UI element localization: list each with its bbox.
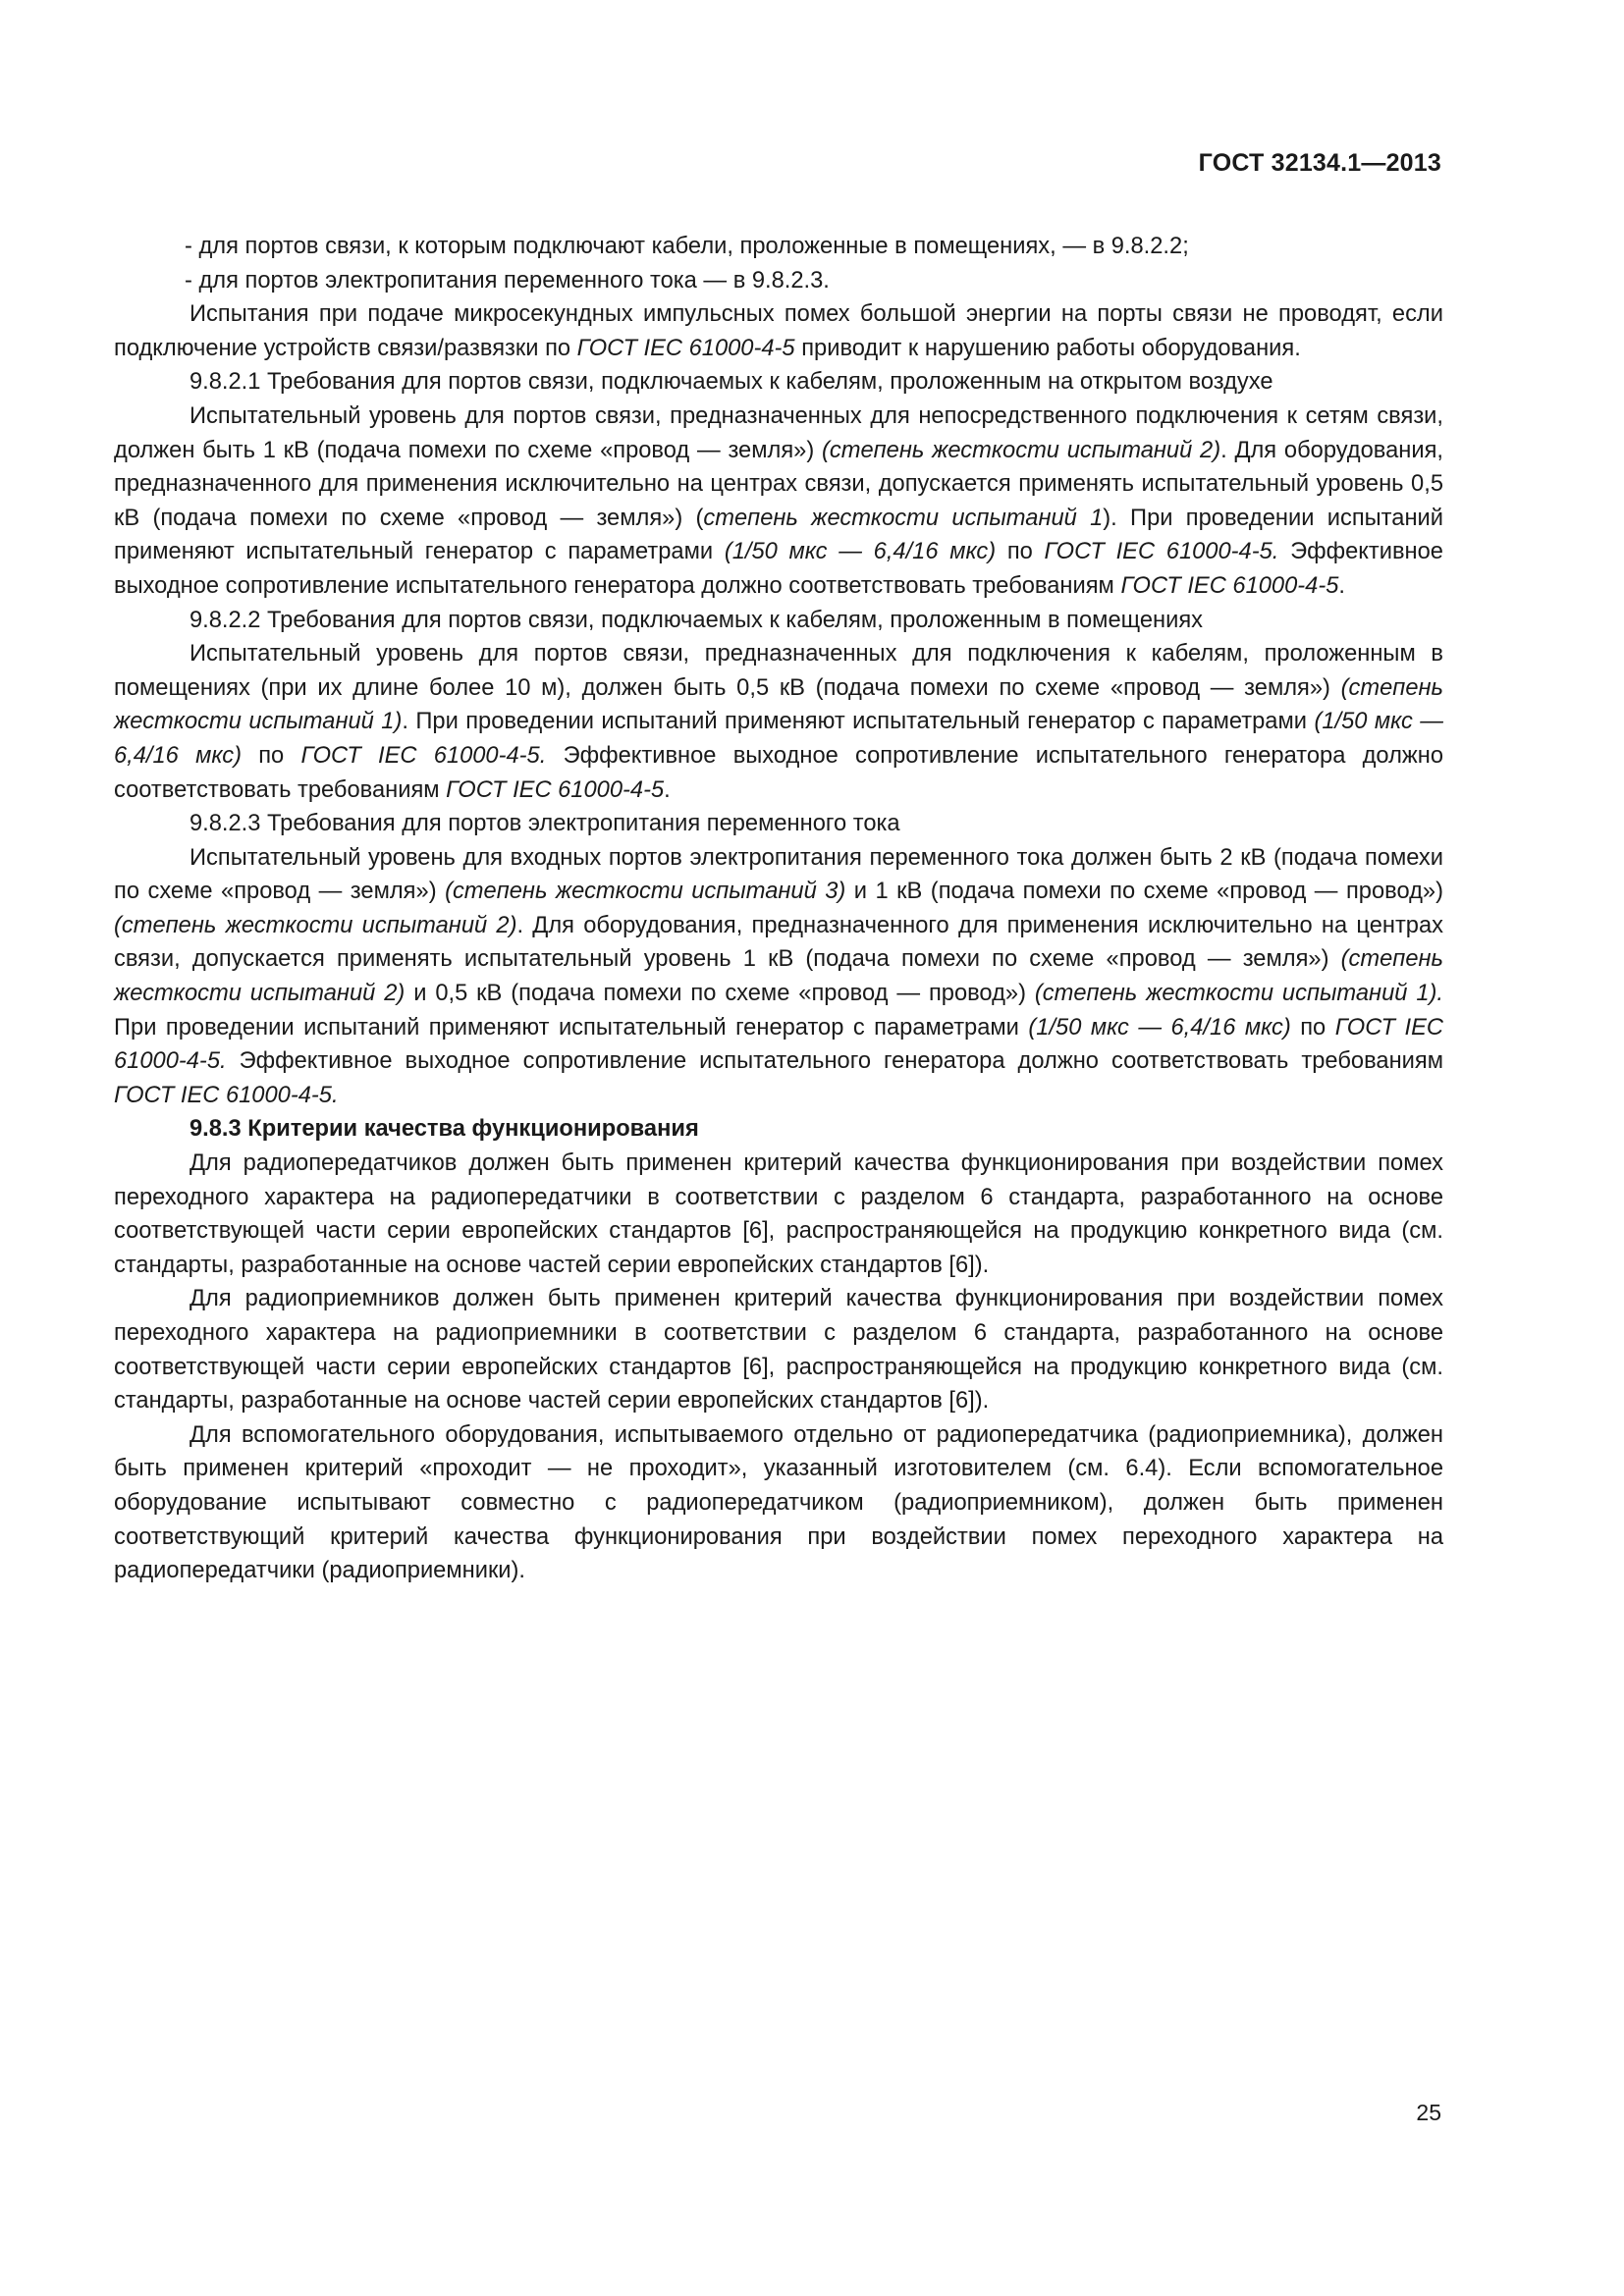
reference-text: (степень жесткости испытаний 1) [114, 674, 1443, 735]
reference-text: ГОСТ IEC 61000-4-5. [1044, 539, 1279, 565]
reference-text: ГОСТ IEC 61000-4-5. [114, 1082, 339, 1108]
reference-text: (степень жесткости испытаний 2) [821, 437, 1221, 463]
paragraph [114, 637, 1443, 807]
text-run: При проведении испытаний применяют испытательный генератор с параметрами [114, 1014, 1029, 1041]
heading-text: 9.8.3 Критерии качества функционирования [189, 1116, 699, 1143]
text-run: Испытательный уровень для портов связи, предназначенных для подключения к кабелям, проложенным в помещениях (при их длине более 10 м), должен быть 0,5 кВ (подача помехи по схеме «провод — земля») [114, 641, 1443, 701]
text-run: и 1 кВ (подача помехи по схеме «провод — провод») [845, 879, 1443, 905]
text-run: Для радиопередатчиков должен быть применен критерий качества функционирования при воздействии помех переходного характера на радиопередатчики в соответствии с разделом 6 стандарта, разработанного на основе соответствующей части серии европейских стандартов [6], распространяющейся на продукцию конкретного вида (см. стандарты, разработанные на основе частей серии европейских стандартов [6]). [114, 1150, 1443, 1278]
reference-text: ГОСТ IEC 61000-4-5. [114, 1014, 1443, 1075]
reference-text: степень жесткости испытаний 1 [703, 505, 1104, 531]
text-run: Эффективное выходное сопротивление испытательного генератора должно соответствовать требованиям [226, 1048, 1443, 1075]
standard-code-header: ГОСТ 32134.1—2013 [1198, 149, 1441, 177]
paragraph [114, 1418, 1443, 1588]
text-run: по [241, 742, 301, 769]
list-item [114, 264, 1443, 298]
text-run: . Для оборудования, предназначенного для применения исключительно на центрах связи, допускается применять испытательный уровень 1 кВ (подача помехи по схеме «провод — земля») [114, 912, 1443, 973]
text-run: . При проведении испытаний применяют испытательный генератор с параметрами [402, 709, 1315, 735]
paragraph [114, 841, 1443, 1113]
text-run: Испытания при подаче микросекундных импульсных помех большой энергии на порты связи не проводят, если подключение устройств связи/развязки по [114, 301, 1443, 361]
reference-text: ГОСТ IEC 61000-4-5 [446, 776, 665, 803]
text-run: Для радиоприемников должен быть применен критерий качества функционирования при воздействии помех переходного характера на радиоприемники в соответствии с разделом 6 стандарта, разработанного на основе соответствующей части серии европейских стандартов [6], распространяющейся на продукцию конкретного вида (см. стандарты, разработанные на основе частей серии европейских стандартов [6]). [114, 1286, 1443, 1415]
reference-text: (степень жесткости испытаний 3) [445, 879, 846, 905]
page-number: 25 [1416, 2100, 1441, 2125]
text-run: и 0,5 кВ (подача помехи по схеме «провод — провод») [405, 981, 1035, 1007]
text-run: - для портов связи, к которым подключают кабели, проложенные в помещениях, — в 9.8.2.2; [185, 234, 1189, 259]
paragraph [114, 1282, 1443, 1417]
text-run: ). При проведении испытаний применяют испытательный генератор с параметрами [114, 505, 1443, 565]
text-run: Эффективное выходное сопротивление испытательного генератора должно соответствовать требованиям [114, 539, 1443, 599]
paragraph [114, 807, 1443, 841]
text-run: - для портов электропитания переменного тока — в 9.8.2.3. [185, 267, 830, 294]
text-run: 9.8.2.2 Требования для портов связи, подключаемых к кабелям, проложенным в помещениях [189, 607, 1203, 633]
document-body [114, 230, 1443, 1588]
text-run: . [664, 776, 671, 803]
paragraph [114, 1147, 1443, 1282]
paragraph [114, 604, 1443, 638]
text-run: по [996, 539, 1045, 565]
paragraph [114, 297, 1443, 365]
reference-text: (1/50 мкс — 6,4/16 мкс) [1028, 1014, 1291, 1041]
text-run: Для вспомогательного оборудования, испытываемого отдельно от радиопередатчика (радиоприемника), должен быть применен критерий «проходит — не проходит», указанный изготовителем (см. 6.4). Если вспомогательное оборудование испытывают совместно с радиопередатчиком (радиоприемником), должен быть применен соответствующий критерий качества функционирования при воздействии помех переходного характера на радиопередатчики (радиоприемники). [114, 1421, 1443, 1584]
reference-text: (степень жесткости испытаний 2) [114, 912, 517, 938]
text-run: Испытательный уровень для портов связи, предназначенных для непосредственного подключения к сетям связи, должен быть 1 кВ (подача помехи по схеме «провод — земля») [114, 402, 1443, 463]
reference-text: ГОСТ IEC 61000-4-5 [1120, 572, 1339, 599]
reference-text: (1/50 мкс — 6,4/16 мкс) [724, 539, 997, 565]
text-run: приводит к нарушению работы оборудования. [794, 335, 1301, 361]
reference-text: (степень жесткости испытаний 1). [1034, 981, 1443, 1007]
text-run: по [1290, 1014, 1335, 1041]
reference-text: (1/50 мкс — 6,4/16 мкс) [114, 709, 1443, 769]
text-run: 9.8.2.3 Требования для портов электропитания переменного тока [189, 811, 900, 837]
text-run: Эффективное выходное сопротивление испытательного генератора должно соответствовать требованиям [114, 742, 1443, 803]
text-run: . [1338, 572, 1345, 599]
text-run: 9.8.2.1 Требования для портов связи, подключаемых к кабелям, проложенным на открытом воздухе [189, 369, 1273, 396]
reference-text: (степень жесткости испытаний 2) [114, 946, 1443, 1007]
paragraph [114, 400, 1443, 604]
section-heading [114, 1112, 1443, 1147]
text-run: Испытательный уровень для входных портов электропитания переменного тока должен быть 2 кВ (подача помехи по схеме «провод — земля») [114, 844, 1443, 905]
text-run: . Для оборудования, предназначенного для применения исключительно на центрах связи, допускается применять испытательный уровень 0,5 кВ (подача помехи по схеме «провод — земля») ( [114, 437, 1443, 531]
paragraph [114, 365, 1443, 400]
list-item [114, 230, 1443, 264]
reference-text: ГОСТ IEC 61000-4-5 [576, 335, 795, 361]
reference-text: ГОСТ IEC 61000-4-5. [300, 742, 547, 769]
